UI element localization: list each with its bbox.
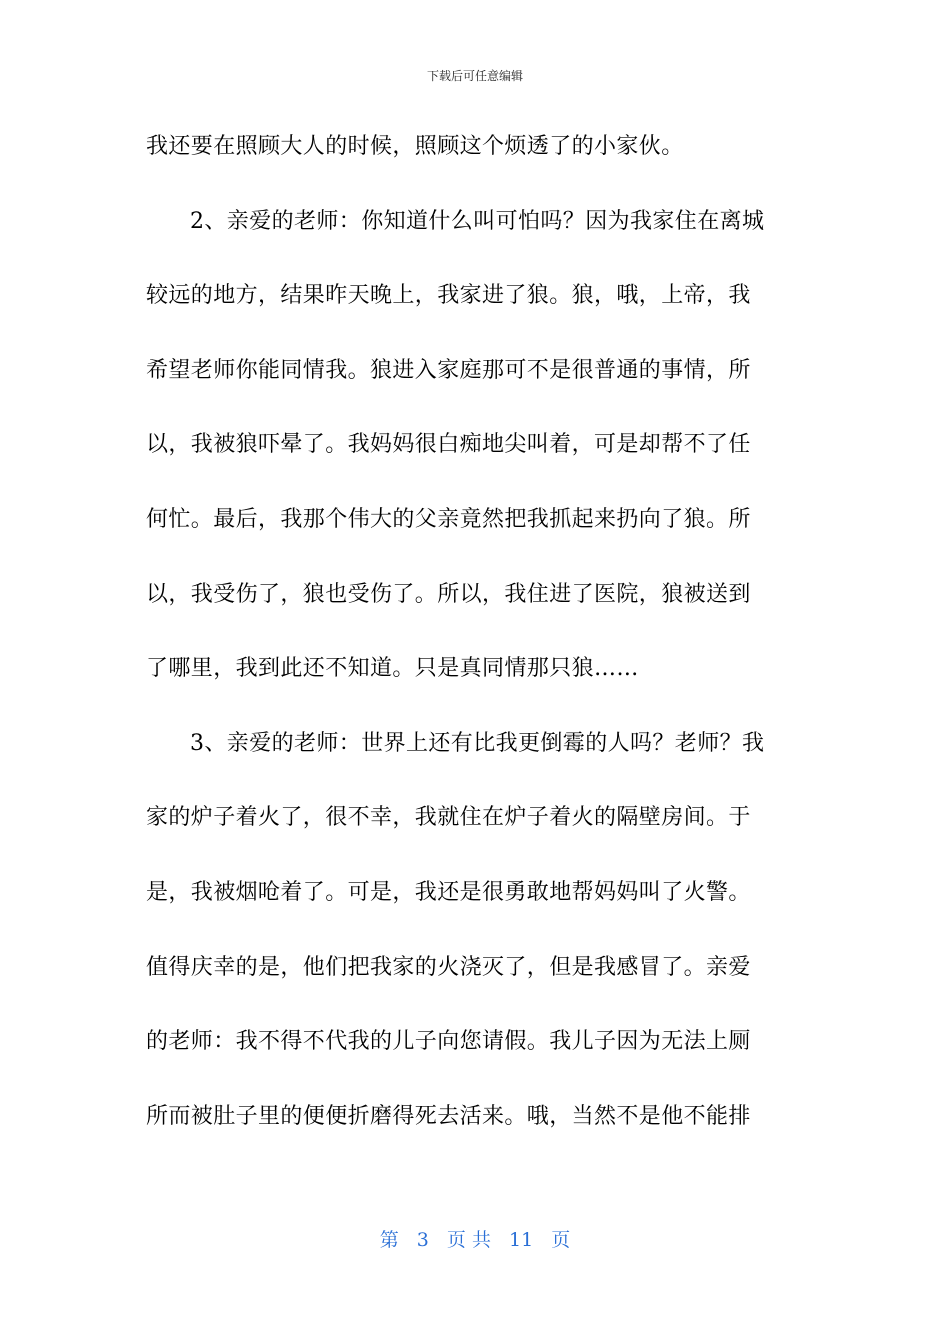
text-line-5: 以，我被狼吓晕了。我妈妈很白痴地尖叫着，可是却帮不了任 (146, 432, 751, 458)
footer-prefix: 第 (379, 1229, 399, 1251)
text-line-14: 所而被肚子里的便便折磨得死去活来。哦，当然不是他不能排 (146, 1103, 751, 1129)
text-line-13: 的老师：我不得不代我的儿子向您请假。我儿子因为无法上厕 (146, 1029, 751, 1055)
text-line-1: 我还要在照顾大人的时候，照顾这个烦透了的小家伙。 (146, 134, 684, 159)
text-line-3: 较远的地方，结果昨天晚上，我家进了狼。狼，哦，上帝，我 (146, 283, 751, 309)
total-pages-number: 11 (509, 1229, 534, 1251)
text-line-7: 以，我受伤了，狼也受伤了。所以，我住进了医院，狼被送到 (146, 581, 751, 607)
text-line-11: 是，我被烟呛着了。可是，我还是很勇敢地帮妈妈叫了火警。 (146, 879, 751, 905)
text-line-12: 值得庆幸的是，他们把我家的火浇灭了，但是我感冒了。亲爱 (146, 954, 751, 980)
page-footer (0, 1225, 950, 1252)
footer-mid: 页 共 (446, 1229, 491, 1251)
text-line-4: 希望老师你能同情我。狼进入家庭那可不是很普通的事情，所 (146, 357, 751, 383)
current-page-number: 3 (416, 1229, 429, 1251)
text-line-2: 2、亲爱的老师：你知道什么叫可怕吗？因为我家住在离城 (190, 208, 765, 234)
footer-suffix: 页 (551, 1229, 571, 1251)
text-line-9: 3、亲爱的老师：世界上还有比我更倒霉的人吗？老师？我 (190, 730, 765, 756)
text-line-6: 何忙。最后，我那个伟大的父亲竟然把我抓起来扔向了狼。所 (146, 506, 751, 532)
text-line-10: 家的炉子着火了，很不幸，我就住在炉子着火的隔壁房间。于 (146, 805, 751, 831)
header-note: 下载后可任意编辑 (426, 69, 523, 83)
document-body (146, 125, 816, 1169)
text-line-8: 了哪里，我到此还不知道。只是真同情那只狼…… (146, 656, 639, 682)
